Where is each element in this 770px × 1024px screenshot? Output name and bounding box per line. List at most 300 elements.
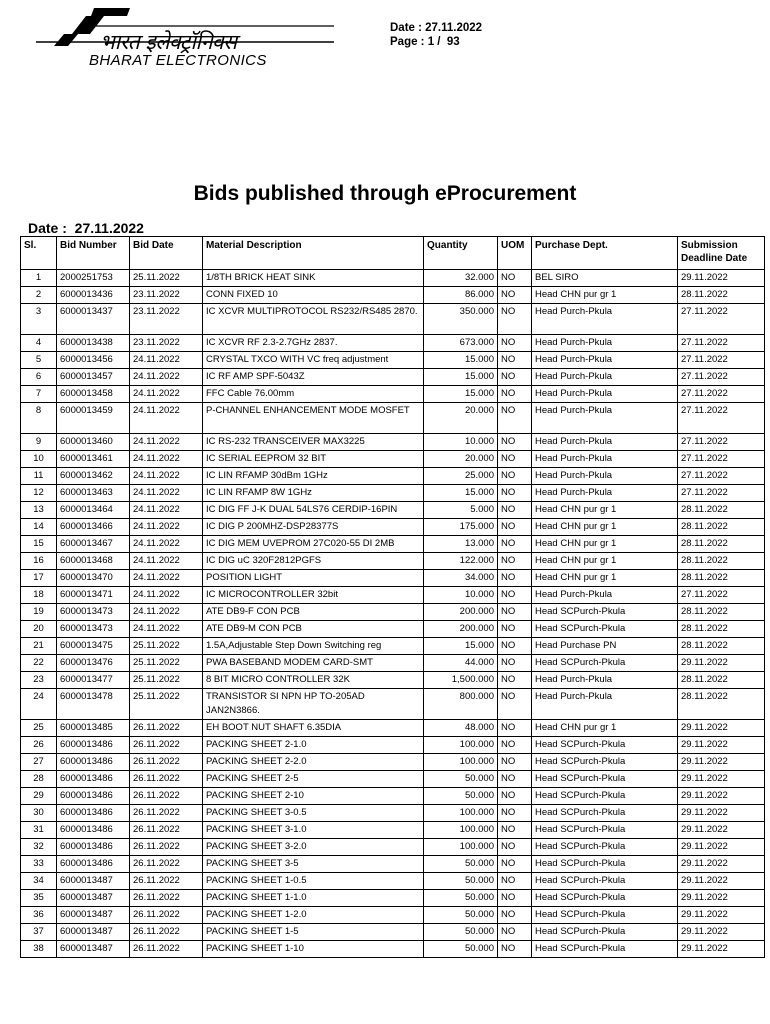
bid-date-cell: 25.11.2022: [130, 655, 203, 672]
material-description-cell: PWA BASEBAND MODEM CARD-SMT: [203, 655, 424, 672]
sl-cell: 3: [21, 304, 57, 335]
bid-number-cell: 6000013475: [57, 638, 130, 655]
material-description-cell: PACKING SHEET 1-0.5: [203, 873, 424, 890]
sl-cell: 10: [21, 451, 57, 468]
logo-english-text: BHARAT ELECTRONICS: [89, 52, 267, 69]
purchase-dept-cell: Head CHN pur gr 1: [532, 502, 678, 519]
sl-cell: 17: [21, 570, 57, 587]
deadline-cell: 29.11.2022: [678, 890, 765, 907]
quantity-cell: 100.000: [424, 805, 498, 822]
sl-cell: 23: [21, 672, 57, 689]
sl-cell: 36: [21, 907, 57, 924]
table-row: [21, 386, 765, 403]
quantity-cell: 86.000: [424, 287, 498, 304]
sl-cell: 7: [21, 386, 57, 403]
uom-cell: NO: [498, 873, 532, 890]
uom-cell: NO: [498, 570, 532, 587]
bid-number-cell: 6000013468: [57, 553, 130, 570]
bid-number-cell: 6000013486: [57, 788, 130, 805]
table-row: [21, 536, 765, 553]
bid-number-cell: 6000013464: [57, 502, 130, 519]
quantity-cell: 175.000: [424, 519, 498, 536]
sl-cell: 15: [21, 536, 57, 553]
uom-cell: NO: [498, 287, 532, 304]
sl-cell: 37: [21, 924, 57, 941]
purchase-dept-cell: Head Purch-Pkula: [532, 672, 678, 689]
quantity-cell: 13.000: [424, 536, 498, 553]
quantity-cell: 50.000: [424, 771, 498, 788]
deadline-cell: 29.11.2022: [678, 720, 765, 737]
material-description-cell: CONN FIXED 10: [203, 287, 424, 304]
bid-number-cell: 6000013487: [57, 890, 130, 907]
table-row: [21, 890, 765, 907]
material-description-cell: PACKING SHEET 1-10: [203, 941, 424, 958]
bid-number-cell: 6000013486: [57, 754, 130, 771]
table-row: [21, 621, 765, 638]
deadline-cell: 29.11.2022: [678, 924, 765, 941]
uom-cell: NO: [498, 604, 532, 621]
quantity-cell: 100.000: [424, 737, 498, 754]
material-description-cell: 1/8TH BRICK HEAT SINK: [203, 270, 424, 287]
table-row: [21, 788, 765, 805]
deadline-cell: 29.11.2022: [678, 822, 765, 839]
material-description-cell: ATE DB9-M CON PCB: [203, 621, 424, 638]
table-row: [21, 924, 765, 941]
col-header-uom: UOM: [498, 237, 532, 270]
deadline-cell: 27.11.2022: [678, 451, 765, 468]
material-description-cell: PACKING SHEET 2-5: [203, 771, 424, 788]
sl-cell: 8: [21, 403, 57, 434]
deadline-cell: 28.11.2022: [678, 638, 765, 655]
table-row: [21, 553, 765, 570]
uom-cell: NO: [498, 788, 532, 805]
material-description-cell: IC SERIAL EEPROM 32 BIT: [203, 451, 424, 468]
quantity-cell: 15.000: [424, 352, 498, 369]
deadline-cell: 27.11.2022: [678, 304, 765, 335]
uom-cell: NO: [498, 434, 532, 451]
uom-cell: NO: [498, 771, 532, 788]
purchase-dept-cell: Head SCPurch-Pkula: [532, 604, 678, 621]
quantity-cell: 34.000: [424, 570, 498, 587]
uom-cell: NO: [498, 403, 532, 434]
table-row: [21, 403, 765, 434]
deadline-cell: 29.11.2022: [678, 270, 765, 287]
deadline-cell: 29.11.2022: [678, 839, 765, 856]
deadline-cell: 27.11.2022: [678, 587, 765, 604]
material-description-cell: PACKING SHEET 2-1.0: [203, 737, 424, 754]
uom-cell: NO: [498, 485, 532, 502]
purchase-dept-cell: Head Purch-Pkula: [532, 689, 678, 720]
bid-date-cell: 24.11.2022: [130, 502, 203, 519]
bid-number-cell: 2000251753: [57, 270, 130, 287]
purchase-dept-cell: Head CHN pur gr 1: [532, 519, 678, 536]
col-header-quantity: Quantity: [424, 237, 498, 270]
quantity-cell: 15.000: [424, 386, 498, 403]
table-row: [21, 287, 765, 304]
purchase-dept-cell: Head CHN pur gr 1: [532, 570, 678, 587]
table-row: [21, 805, 765, 822]
sl-cell: 38: [21, 941, 57, 958]
quantity-cell: 122.000: [424, 553, 498, 570]
bid-date-cell: 26.11.2022: [130, 737, 203, 754]
bid-number-cell: 6000013467: [57, 536, 130, 553]
bid-number-cell: 6000013487: [57, 924, 130, 941]
sl-cell: 33: [21, 856, 57, 873]
table-row: [21, 451, 765, 468]
bid-number-cell: 6000013458: [57, 386, 130, 403]
bid-number-cell: 6000013456: [57, 352, 130, 369]
bid-number-cell: 6000013486: [57, 771, 130, 788]
bid-number-cell: 6000013461: [57, 451, 130, 468]
purchase-dept-cell: Head Purch-Pkula: [532, 369, 678, 386]
deadline-cell: 28.11.2022: [678, 519, 765, 536]
purchase-dept-cell: Head Purch-Pkula: [532, 386, 678, 403]
bid-number-cell: 6000013470: [57, 570, 130, 587]
bid-date-cell: 24.11.2022: [130, 621, 203, 638]
purchase-dept-cell: BEL SIRO: [532, 270, 678, 287]
sl-cell: 25: [21, 720, 57, 737]
bid-date-cell: 25.11.2022: [130, 672, 203, 689]
bid-number-cell: 6000013486: [57, 822, 130, 839]
deadline-cell: 29.11.2022: [678, 856, 765, 873]
bid-date-cell: 25.11.2022: [130, 689, 203, 720]
sl-cell: 19: [21, 604, 57, 621]
material-description-cell: IC DIG MEM UVEPROM 27C020-55 DI 2MB: [203, 536, 424, 553]
purchase-dept-cell: Head Purch-Pkula: [532, 451, 678, 468]
purchase-dept-cell: Head Purch-Pkula: [532, 485, 678, 502]
deadline-cell: 27.11.2022: [678, 369, 765, 386]
material-description-cell: P-CHANNEL ENHANCEMENT MODE MOSFET: [203, 403, 424, 434]
material-description-cell: PACKING SHEET 3-1.0: [203, 822, 424, 839]
material-description-cell: PACKING SHEET 3-0.5: [203, 805, 424, 822]
quantity-cell: 10.000: [424, 587, 498, 604]
table-row: [21, 655, 765, 672]
bid-date-cell: 26.11.2022: [130, 890, 203, 907]
bid-date-cell: 26.11.2022: [130, 941, 203, 958]
bid-date-cell: 26.11.2022: [130, 754, 203, 771]
purchase-dept-cell: Head SCPurch-Pkula: [532, 907, 678, 924]
bid-number-cell: 6000013459: [57, 403, 130, 434]
material-description-cell: PACKING SHEET 1-1.0: [203, 890, 424, 907]
quantity-cell: 10.000: [424, 434, 498, 451]
bid-number-cell: 6000013462: [57, 468, 130, 485]
deadline-cell: 29.11.2022: [678, 754, 765, 771]
purchase-dept-cell: Head CHN pur gr 1: [532, 553, 678, 570]
uom-cell: NO: [498, 536, 532, 553]
bid-number-cell: 6000013477: [57, 672, 130, 689]
quantity-cell: 50.000: [424, 856, 498, 873]
uom-cell: NO: [498, 621, 532, 638]
bid-number-cell: 6000013486: [57, 805, 130, 822]
table-row: [21, 720, 765, 737]
uom-cell: NO: [498, 335, 532, 352]
bid-date-cell: 26.11.2022: [130, 805, 203, 822]
bid-date-cell: 24.11.2022: [130, 587, 203, 604]
quantity-cell: 5.000: [424, 502, 498, 519]
table-row: [21, 638, 765, 655]
material-description-cell: IC RF AMP SPF-5043Z: [203, 369, 424, 386]
quantity-cell: 20.000: [424, 451, 498, 468]
sl-cell: 21: [21, 638, 57, 655]
deadline-cell: 29.11.2022: [678, 737, 765, 754]
purchase-dept-cell: Head SCPurch-Pkula: [532, 621, 678, 638]
sl-cell: 26: [21, 737, 57, 754]
material-description-cell: IC DIG FF J-K DUAL 54LS76 CERDIP-16PIN: [203, 502, 424, 519]
bid-date-cell: 24.11.2022: [130, 386, 203, 403]
bid-number-cell: 6000013473: [57, 604, 130, 621]
deadline-cell: 27.11.2022: [678, 352, 765, 369]
quantity-cell: 15.000: [424, 485, 498, 502]
uom-cell: NO: [498, 672, 532, 689]
uom-cell: NO: [498, 924, 532, 941]
bid-date-cell: 24.11.2022: [130, 369, 203, 386]
table-row: [21, 604, 765, 621]
deadline-cell: 28.11.2022: [678, 570, 765, 587]
bid-date-cell: 26.11.2022: [130, 822, 203, 839]
sl-cell: 6: [21, 369, 57, 386]
quantity-cell: 50.000: [424, 907, 498, 924]
bid-number-cell: 6000013457: [57, 369, 130, 386]
bid-date-cell: 26.11.2022: [130, 907, 203, 924]
sl-cell: 24: [21, 689, 57, 720]
table-row: [21, 737, 765, 754]
uom-cell: NO: [498, 369, 532, 386]
sl-cell: 9: [21, 434, 57, 451]
purchase-dept-cell: Head SCPurch-Pkula: [532, 805, 678, 822]
bid-number-cell: 6000013473: [57, 621, 130, 638]
header-meta: [390, 21, 482, 49]
table-row: [21, 270, 765, 287]
uom-cell: NO: [498, 907, 532, 924]
purchase-dept-cell: Head SCPurch-Pkula: [532, 873, 678, 890]
bel-logo: [34, 4, 339, 74]
table-row: [21, 570, 765, 587]
quantity-cell: 1,500.000: [424, 672, 498, 689]
quantity-cell: 15.000: [424, 369, 498, 386]
quantity-cell: 25.000: [424, 468, 498, 485]
uom-cell: NO: [498, 655, 532, 672]
bid-number-cell: 6000013486: [57, 856, 130, 873]
material-description-cell: EH BOOT NUT SHAFT 6.35DIA: [203, 720, 424, 737]
bid-date-cell: 26.11.2022: [130, 788, 203, 805]
uom-cell: NO: [498, 737, 532, 754]
bid-date-cell: 23.11.2022: [130, 304, 203, 335]
table-row: [21, 856, 765, 873]
sl-cell: 4: [21, 335, 57, 352]
sl-cell: 35: [21, 890, 57, 907]
material-description-cell: 1.5A,Adjustable Step Down Switching reg: [203, 638, 424, 655]
bid-date-cell: 25.11.2022: [130, 638, 203, 655]
deadline-cell: 27.11.2022: [678, 386, 765, 403]
table-row: [21, 502, 765, 519]
uom-cell: NO: [498, 553, 532, 570]
report-date: Date : 27.11.2022: [28, 220, 144, 236]
bid-number-cell: 6000013471: [57, 587, 130, 604]
bid-number-cell: 6000013478: [57, 689, 130, 720]
table-row: [21, 672, 765, 689]
quantity-cell: 800.000: [424, 689, 498, 720]
sl-cell: 1: [21, 270, 57, 287]
purchase-dept-cell: Head SCPurch-Pkula: [532, 822, 678, 839]
purchase-dept-cell: Head SCPurch-Pkula: [532, 890, 678, 907]
sl-cell: 30: [21, 805, 57, 822]
deadline-cell: 27.11.2022: [678, 335, 765, 352]
uom-cell: NO: [498, 502, 532, 519]
material-description-cell: PACKING SHEET 3-5: [203, 856, 424, 873]
bid-date-cell: 26.11.2022: [130, 873, 203, 890]
quantity-cell: 32.000: [424, 270, 498, 287]
logo-hindi-text: भारत इलेक्ट्रॉनिक्स: [100, 30, 237, 54]
sl-cell: 28: [21, 771, 57, 788]
sl-cell: 16: [21, 553, 57, 570]
uom-cell: NO: [498, 451, 532, 468]
material-description-cell: PACKING SHEET 2-2.0: [203, 754, 424, 771]
table-row: [21, 754, 765, 771]
bid-date-cell: 23.11.2022: [130, 335, 203, 352]
quantity-cell: 50.000: [424, 890, 498, 907]
table-row: [21, 369, 765, 386]
sl-cell: 11: [21, 468, 57, 485]
purchase-dept-cell: Head Purch-Pkula: [532, 335, 678, 352]
table-row: [21, 771, 765, 788]
table-row: [21, 907, 765, 924]
col-header-bid-number: Bid Number: [57, 237, 130, 270]
bid-number-cell: 6000013436: [57, 287, 130, 304]
material-description-cell: IC XCVR RF 2.3-2.7GHz 2837.: [203, 335, 424, 352]
purchase-dept-cell: Head Purchase PN: [532, 638, 678, 655]
purchase-dept-cell: Head SCPurch-Pkula: [532, 941, 678, 958]
bid-date-cell: 26.11.2022: [130, 771, 203, 788]
sl-cell: 13: [21, 502, 57, 519]
material-description-cell: POSITION LIGHT: [203, 570, 424, 587]
material-description-cell: TRANSISTOR SI NPN HP TO-205AD JAN2N3866.: [203, 689, 424, 720]
quantity-cell: 50.000: [424, 788, 498, 805]
sl-cell: 20: [21, 621, 57, 638]
bid-number-cell: 6000013437: [57, 304, 130, 335]
deadline-cell: 28.11.2022: [678, 604, 765, 621]
bid-date-cell: 24.11.2022: [130, 468, 203, 485]
purchase-dept-cell: Head CHN pur gr 1: [532, 720, 678, 737]
uom-cell: NO: [498, 689, 532, 720]
purchase-dept-cell: Head Purch-Pkula: [532, 304, 678, 335]
header-date: Date : 27.11.2022: [390, 22, 483, 34]
col-header-bid-date: Bid Date: [130, 237, 203, 270]
quantity-cell: 673.000: [424, 335, 498, 352]
purchase-dept-cell: Head Purch-Pkula: [532, 352, 678, 369]
table-row: [21, 468, 765, 485]
bid-date-cell: 24.11.2022: [130, 536, 203, 553]
bid-date-cell: 24.11.2022: [130, 352, 203, 369]
deadline-cell: 28.11.2022: [678, 553, 765, 570]
uom-cell: NO: [498, 468, 532, 485]
purchase-dept-cell: Head Purch-Pkula: [532, 434, 678, 451]
bid-date-cell: 26.11.2022: [130, 839, 203, 856]
material-description-cell: CRYSTAL TXCO WITH VC freq adjustment: [203, 352, 424, 369]
bid-number-cell: 6000013486: [57, 839, 130, 856]
deadline-cell: 28.11.2022: [678, 621, 765, 638]
bid-number-cell: 6000013487: [57, 873, 130, 890]
material-description-cell: IC LIN RFAMP 8W 1GHz: [203, 485, 424, 502]
deadline-cell: 29.11.2022: [678, 805, 765, 822]
deadline-cell: 27.11.2022: [678, 485, 765, 502]
uom-cell: NO: [498, 805, 532, 822]
bid-number-cell: 6000013486: [57, 737, 130, 754]
quantity-cell: 20.000: [424, 403, 498, 434]
material-description-cell: PACKING SHEET 2-10: [203, 788, 424, 805]
quantity-cell: 200.000: [424, 621, 498, 638]
quantity-cell: 50.000: [424, 941, 498, 958]
col-header-submission-deadline: Submission Deadline Date: [678, 237, 765, 270]
col-header-purchase-dept: Purchase Dept.: [532, 237, 678, 270]
deadline-cell: 27.11.2022: [678, 403, 765, 434]
table-row: [21, 434, 765, 451]
material-description-cell: IC DIG P 200MHZ-DSP28377S: [203, 519, 424, 536]
material-description-cell: IC RS-232 TRANSCEIVER MAX3225: [203, 434, 424, 451]
bid-number-cell: 6000013487: [57, 941, 130, 958]
table-row: [21, 485, 765, 502]
uom-cell: NO: [498, 822, 532, 839]
deadline-cell: 28.11.2022: [678, 502, 765, 519]
uom-cell: NO: [498, 839, 532, 856]
material-description-cell: PACKING SHEET 3-2.0: [203, 839, 424, 856]
bid-date-cell: 26.11.2022: [130, 924, 203, 941]
bids-table: [20, 236, 765, 958]
table-header-row: [21, 237, 765, 270]
table-row: [21, 519, 765, 536]
material-description-cell: IC XCVR MULTIPROTOCOL RS232/RS485 2870.: [203, 304, 424, 335]
deadline-cell: 29.11.2022: [678, 655, 765, 672]
material-description-cell: PACKING SHEET 1-5: [203, 924, 424, 941]
sl-cell: 29: [21, 788, 57, 805]
table-row: [21, 822, 765, 839]
sl-cell: 31: [21, 822, 57, 839]
uom-cell: NO: [498, 638, 532, 655]
quantity-cell: 48.000: [424, 720, 498, 737]
deadline-cell: 28.11.2022: [678, 672, 765, 689]
purchase-dept-cell: Head SCPurch-Pkula: [532, 856, 678, 873]
deadline-cell: 28.11.2022: [678, 536, 765, 553]
sl-cell: 2: [21, 287, 57, 304]
bid-number-cell: 6000013460: [57, 434, 130, 451]
sl-cell: 27: [21, 754, 57, 771]
deadline-cell: 29.11.2022: [678, 873, 765, 890]
bid-date-cell: 24.11.2022: [130, 485, 203, 502]
quantity-cell: 100.000: [424, 839, 498, 856]
bid-date-cell: 24.11.2022: [130, 553, 203, 570]
table-row: [21, 335, 765, 352]
deadline-cell: 28.11.2022: [678, 689, 765, 720]
purchase-dept-cell: Head SCPurch-Pkula: [532, 788, 678, 805]
purchase-dept-cell: Head SCPurch-Pkula: [532, 839, 678, 856]
sl-cell: 34: [21, 873, 57, 890]
material-description-cell: IC MICROCONTROLLER 32bit: [203, 587, 424, 604]
bid-date-cell: 26.11.2022: [130, 720, 203, 737]
table-row: [21, 304, 765, 335]
uom-cell: NO: [498, 720, 532, 737]
purchase-dept-cell: Head CHN pur gr 1: [532, 287, 678, 304]
sl-cell: 12: [21, 485, 57, 502]
table-row: [21, 873, 765, 890]
bid-date-cell: 23.11.2022: [130, 287, 203, 304]
uom-cell: NO: [498, 270, 532, 287]
material-description-cell: IC DIG uC 320F2812PGFS: [203, 553, 424, 570]
bid-date-cell: 25.11.2022: [130, 270, 203, 287]
material-description-cell: FFC Cable 76.00mm: [203, 386, 424, 403]
uom-cell: NO: [498, 587, 532, 604]
quantity-cell: 50.000: [424, 924, 498, 941]
uom-cell: NO: [498, 519, 532, 536]
material-description-cell: ATE DB9-F CON PCB: [203, 604, 424, 621]
